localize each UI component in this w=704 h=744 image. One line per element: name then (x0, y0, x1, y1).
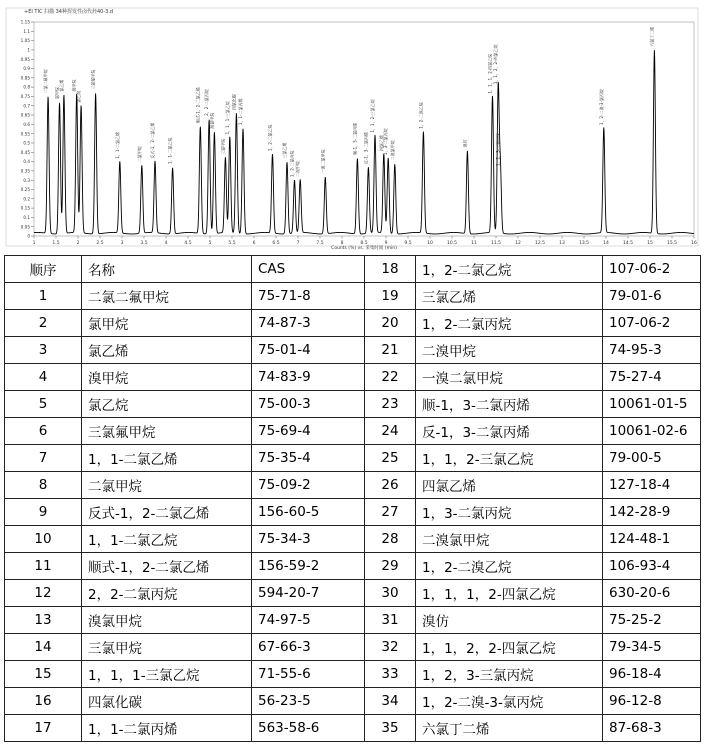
table-cell-name: 1，2-二溴乙烷 (416, 553, 603, 580)
table-cell-idx: 29 (365, 553, 416, 580)
y-tick-label: 0.75 (20, 94, 30, 100)
table-cell-cas: 75-09-2 (252, 472, 365, 499)
table-cell-cas: 75-34-3 (252, 526, 365, 553)
x-tick-label: 15 (647, 241, 653, 246)
table-cell-name: 一溴二氯甲烷 (416, 364, 603, 391)
table-row (5, 391, 701, 418)
peak-label: 二溴氯甲烷 (389, 140, 395, 161)
x-tick-label: 9 (384, 241, 388, 246)
peak-label: 1，1-二氯丙烯 (238, 98, 243, 126)
table-cell-name: 1，2，3-三氯丙烷 (416, 661, 603, 688)
x-tick-label: 13.5 (578, 241, 590, 246)
table-cell-cas: 156-59-2 (252, 553, 365, 580)
table-cell-cas: 74-83-9 (252, 364, 365, 391)
y-tick-label: 0.4 (23, 159, 30, 165)
table-cell-idx: 35 (365, 715, 416, 742)
table-cell-name: 1，1，1，2-四氯乙烷 (416, 580, 603, 607)
peak-label: 三氯甲烷 (220, 138, 226, 155)
table-header-row (5, 256, 701, 283)
y-tick-label: 0.25 (20, 187, 30, 193)
peak-label: 1，1，1，2-四氯乙烷 (487, 53, 493, 94)
table-cell-cas: 87-68-3 (603, 715, 701, 742)
table-row (5, 337, 701, 364)
table-cell-name: 1，1-二氯乙烷 (82, 526, 252, 553)
x-tick-label: 14 (603, 241, 609, 246)
peak-label: 氯乙烷 (76, 90, 82, 103)
table-cell-idx: 24 (365, 418, 416, 445)
x-tick-label: 13 (559, 241, 565, 246)
table-cell-idx: 22 (365, 364, 416, 391)
x-tick-label: 15.5 (666, 241, 678, 246)
peak-label: 溴仿 (462, 139, 468, 148)
table-cell-idx: 6 (5, 418, 82, 445)
y-tick-label: 0.95 (20, 56, 30, 62)
x-tick-label: 11.5 (490, 241, 502, 246)
x-tick-label: 10.5 (446, 241, 458, 246)
y-tick-label: 0.85 (20, 75, 30, 81)
table-cell-cas: 79-01-6 (603, 283, 701, 310)
table-cell-idx: 32 (365, 634, 416, 661)
peak-label: 1，1，1-三氯乙烷 (224, 101, 230, 135)
peak-label: 1，1，2，2-四氯乙烷 (493, 44, 499, 85)
table-row (5, 661, 701, 688)
table-cell-idx: 2 (5, 310, 82, 337)
table-cell-cas: 107-06-2 (603, 256, 701, 283)
table-cell-cas: 96-12-8 (603, 688, 701, 715)
table-cell-name: 1，1，2-三氯乙烷 (416, 445, 603, 472)
table-cell-name: 顺式-1，2-二氯乙烯 (82, 553, 252, 580)
header-idx: 顺序 (5, 256, 82, 283)
peak-label: 六氯丁二烯 (649, 26, 655, 47)
table-cell-idx: 23 (365, 391, 416, 418)
table-cell-idx: 27 (365, 499, 416, 526)
table-cell-idx: 33 (365, 661, 416, 688)
table-cell-idx: 12 (5, 580, 82, 607)
peak-label: 反式-1，2-二氯乙烯 (150, 122, 155, 159)
chromatogram-svg (0, 0, 704, 252)
table-cell-idx: 18 (365, 256, 416, 283)
table-cell-idx: 9 (5, 499, 82, 526)
table-cell-name: 1，1-二氯丙烯 (82, 715, 252, 742)
table-cell-cas: 75-25-2 (603, 607, 701, 634)
table-cell-cas: 124-48-1 (603, 526, 701, 553)
peak-label: 1，2-二氯丙烷 (289, 150, 295, 178)
peak-label: 溴氯甲烷 (209, 112, 215, 129)
table-cell-name: 2，2-二氯丙烷 (82, 580, 252, 607)
y-tick-label: 0.6 (23, 121, 30, 127)
table-row (5, 526, 701, 553)
x-tick-label: 1.5 (52, 241, 60, 246)
y-tick-label: 1 (27, 47, 30, 53)
table-cell-idx: 30 (365, 580, 416, 607)
table-cell-idx: 31 (365, 607, 416, 634)
peak-label: 1，2-二溴乙烷 (418, 102, 424, 129)
table-cell-idx: 28 (365, 526, 416, 553)
table-cell-name: 二氯二氟甲烷 (82, 283, 252, 310)
table-cell-cas: 79-00-5 (603, 445, 701, 472)
table-row (5, 688, 701, 715)
y-tick-label: 0 (27, 233, 30, 239)
plot-frame (34, 22, 694, 236)
x-tick-label: 7 (296, 241, 300, 246)
table-cell-cas: 10061-02-6 (603, 418, 701, 445)
peak-label: 顺式-1，2-二氯乙烯 (195, 87, 201, 124)
y-tick-label: 0.1 (23, 214, 30, 220)
y-tick-label: 0.7 (23, 103, 30, 109)
peak-label: 四氯乙烯 (378, 135, 384, 152)
table-row (5, 580, 701, 607)
table-cell-cas: 67-66-3 (252, 634, 365, 661)
table-cell-name: 1，1，2，2-四氯乙烷 (416, 634, 603, 661)
table-row (5, 715, 701, 742)
x-tick-label: 5 (208, 241, 212, 246)
table-cell-name: 四氯化碳 (82, 688, 252, 715)
table-cell-name: 溴仿 (416, 607, 603, 634)
peak-label: 1，2-二溴-3-氯丙烷 (598, 89, 604, 126)
table-cell-idx: 20 (365, 310, 416, 337)
table-cell-idx: 21 (365, 337, 416, 364)
peak-label: 反-1，3-二氯丙烯 (363, 132, 369, 165)
table-cell-name: 三氯乙烯 (416, 283, 603, 310)
y-tick-label: 0.15 (20, 205, 30, 211)
table-cell-name: 1，2-二氯乙烷 (416, 256, 603, 283)
y-tick-label: 0.9 (23, 66, 30, 72)
table-row (5, 418, 701, 445)
y-tick-label: 0.65 (20, 112, 30, 118)
y-tick-label: 1.1 (23, 28, 30, 34)
table-cell-name: 氯乙烯 (82, 337, 252, 364)
table-cell-cas: 75-69-4 (252, 418, 365, 445)
table-cell-cas: 56-23-5 (252, 688, 365, 715)
x-tick-label: 3.5 (140, 241, 148, 246)
peak-label: 氯乙烯 (58, 79, 64, 92)
peak-label: 1，1，2-三氯乙烷 (370, 99, 375, 133)
y-tick-label: 0.55 (20, 131, 30, 137)
table-row (5, 607, 701, 634)
table-cell-name: 1，1-二氯乙烯 (82, 445, 252, 472)
peak-label: 一溴二氯甲烷 (320, 149, 326, 174)
table-row (5, 364, 701, 391)
table-cell-cas: 10061-01-5 (603, 391, 701, 418)
table-cell-name: 1，1，1-三氯乙烷 (82, 661, 252, 688)
table-cell-cas: 142-28-9 (603, 499, 701, 526)
table-cell-cas: 75-35-4 (252, 445, 365, 472)
x-tick-label: 4.5 (184, 241, 192, 246)
table-cell-idx: 13 (5, 607, 82, 634)
peak-label: 四氯化碳 (231, 94, 237, 111)
x-axis-label: Counts (%) vs. 采集时间 (min) (331, 246, 397, 251)
table-row (5, 310, 701, 337)
table-cell-cas: 594-20-7 (252, 580, 365, 607)
table-cell-cas: 74-95-3 (603, 337, 701, 364)
table-cell-name: 反式-1，2-二氯乙烯 (82, 499, 252, 526)
table-cell-idx: 25 (365, 445, 416, 472)
table-cell-name: 溴甲烷 (82, 364, 252, 391)
peak-label: 溴甲烷 (71, 79, 77, 92)
table-cell-cas: 75-27-4 (603, 364, 701, 391)
table-cell-cas: 127-18-4 (603, 472, 701, 499)
table-row (5, 283, 701, 310)
peak-label: 1，2-二氯乙烷 (267, 124, 273, 152)
table-cell-cas: 563-58-6 (252, 715, 365, 742)
peak-label: 氯甲烷 (54, 87, 60, 100)
table-cell-idx: 26 (365, 472, 416, 499)
table-cell-idx: 14 (5, 634, 82, 661)
table-cell-cas: 630-20-6 (603, 580, 701, 607)
table-row (5, 499, 701, 526)
header-cas: CAS (252, 256, 365, 283)
table-cell-idx: 17 (5, 715, 82, 742)
chromatogram (0, 0, 704, 252)
table-cell-cas: 96-18-4 (603, 661, 701, 688)
x-tick-label: 6.5 (272, 241, 280, 246)
peak-label: 三氯氟甲烷 (90, 69, 96, 90)
peak-label: 1，2，3-三氯丙烷 (495, 132, 501, 167)
table-cell-idx: 7 (5, 445, 82, 472)
table-cell-idx: 34 (365, 688, 416, 715)
x-tick-label: 8 (340, 241, 344, 246)
table-row (5, 553, 701, 580)
table-cell-name: 二溴甲烷 (416, 337, 603, 364)
table-cell-name: 1，2-二氯丙烷 (416, 310, 603, 337)
x-tick-label: 7.5 (316, 241, 324, 246)
x-tick-label: 1 (32, 241, 36, 246)
peak-label: 顺-1，3-二氯丙烯 (352, 122, 358, 155)
y-tick-label: 0.3 (23, 177, 30, 183)
table-cell-cas: 75-00-3 (252, 391, 365, 418)
table-row (5, 472, 701, 499)
peak-label: 二溴甲烷 (295, 161, 301, 178)
table-row (5, 634, 701, 661)
table-cell-cas: 156-60-5 (252, 499, 365, 526)
table-cell-name: 三氯甲烷 (82, 634, 252, 661)
x-tick-label: 6 (252, 241, 256, 246)
x-tick-label: 9.5 (404, 241, 412, 246)
peak-label: 1，1-二氯乙烯 (114, 132, 120, 159)
x-tick-label: 2.5 (96, 241, 104, 246)
table-cell-cas: 107-06-2 (603, 310, 701, 337)
table-row (5, 445, 701, 472)
x-tick-label: 16 (691, 241, 697, 246)
table-cell-name: 二溴氯甲烷 (416, 526, 603, 553)
header-name: 名称 (82, 256, 252, 283)
table-cell-name: 1，2-二溴-3-氯丙烷 (416, 688, 603, 715)
table-cell-name: 六氯丁二烯 (416, 715, 603, 742)
chart-header: +EI TIC 扫描 34种挥发性卤代烃40-3.d (24, 9, 114, 15)
table-cell-idx: 11 (5, 553, 82, 580)
table-cell-cas: 106-93-4 (603, 553, 701, 580)
peak-label: 二氯甲烷 (136, 146, 142, 163)
peak-label: 1，1-二氯乙烷 (167, 137, 173, 165)
x-tick-label: 12.5 (534, 241, 546, 246)
table-cell-cas: 75-01-4 (252, 337, 365, 364)
peak-label: 二氯二氟甲烷 (43, 69, 49, 94)
x-tick-label: 11 (471, 241, 477, 246)
y-tick-label: 1.05 (20, 38, 30, 44)
table-cell-name: 氯甲烷 (82, 310, 252, 337)
table-cell-idx: 10 (5, 526, 82, 553)
y-tick-label: 0.8 (23, 84, 30, 90)
table-cell-cas: 71-55-6 (252, 661, 365, 688)
table-cell-name: 四氯乙烯 (416, 472, 603, 499)
table-cell-name: 反-1，3-二氯丙烯 (416, 418, 603, 445)
y-tick-label: 1.15 (20, 19, 30, 25)
table-cell-name: 溴氯甲烷 (82, 607, 252, 634)
x-tick-label: 10 (427, 241, 433, 246)
table-cell-name: 氯乙烷 (82, 391, 252, 418)
table-cell-name: 三氯氟甲烷 (82, 418, 252, 445)
peak-label: 三氯乙烯 (282, 142, 287, 159)
table-cell-name: 1，3-二氯丙烷 (416, 499, 603, 526)
table-cell-idx: 15 (5, 661, 82, 688)
x-tick-label: 3 (120, 241, 124, 246)
table-cell-cas: 75-71-8 (252, 283, 365, 310)
table-cell-idx: 5 (5, 391, 82, 418)
x-tick-label: 8.5 (360, 241, 368, 246)
x-tick-label: 2 (76, 241, 80, 246)
y-tick-label: 0.35 (20, 168, 30, 174)
table-cell-idx: 19 (365, 283, 416, 310)
y-tick-label: 0.45 (20, 149, 30, 155)
table-cell-name: 顺-1，3-二氯丙烯 (416, 391, 603, 418)
table-cell-idx: 16 (5, 688, 82, 715)
y-tick-label: 0.2 (23, 196, 30, 202)
peak-label: 1，3-二氯丙烷 (383, 128, 389, 155)
table-cell-cas: 74-87-3 (252, 310, 365, 337)
table-cell-idx: 8 (5, 472, 82, 499)
x-tick-label: 12 (515, 241, 521, 246)
y-tick-label: 0.5 (23, 140, 30, 146)
x-tick-label: 5.5 (228, 241, 236, 246)
table-cell-idx: 4 (5, 364, 82, 391)
x-tick-label: 14.5 (622, 241, 634, 246)
table-cell-idx: 3 (5, 337, 82, 364)
table-cell-idx: 1 (5, 283, 82, 310)
x-tick-label: 4 (164, 241, 168, 246)
peak-label: 2，2-二氯丙烷 (204, 89, 210, 116)
table-cell-name: 二氯甲烷 (82, 472, 252, 499)
table-cell-cas: 74-97-5 (252, 607, 365, 634)
y-tick-label: 0.05 (20, 224, 30, 230)
table-cell-cas: 79-34-5 (603, 634, 701, 661)
compound-table (4, 255, 701, 742)
